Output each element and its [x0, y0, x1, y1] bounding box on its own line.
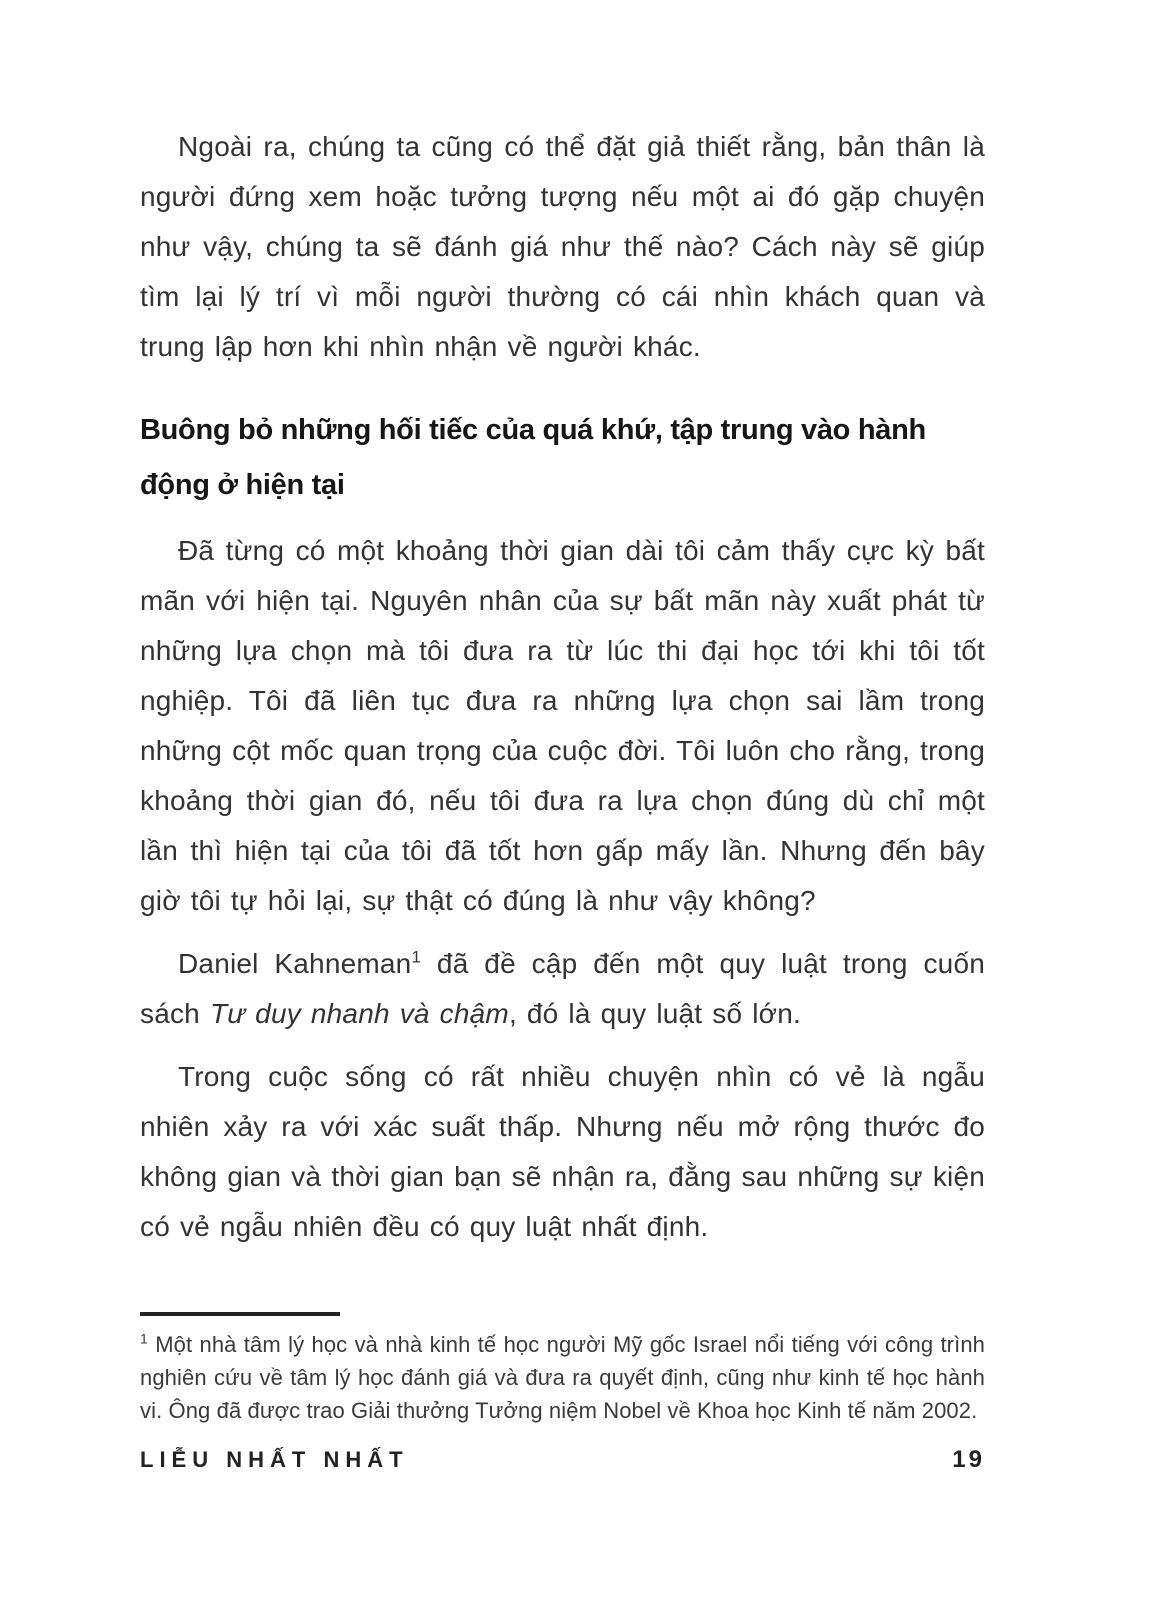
footnote-reference-marker: 1 [411, 947, 422, 967]
paragraph-perspective-advice: Ngoài ra, chúng ta cũng có thể đặt giả thiết rằng, bản thân là người đứng xem hoặc tưởng tượng nếu một ai đó gặp chuyện như vậy, chúng ta sẽ đánh giá như thế nào? Cách này sẽ giúp tìm lại lý trí vì mỗi người thường có cái nhìn khách quan và trung lập hơn khi nhìn nhận về người khác. [140, 131, 985, 362]
footnote-marker: 1 [140, 1330, 148, 1347]
footnote [140, 1328, 985, 1427]
referenced-book-title: Tư duy nhanh và chậm [209, 998, 509, 1029]
page-number: 19 [952, 1446, 985, 1473]
section-heading: Buông bỏ những hối tiếc của quá khứ, tập trung vào hành động ở hiện tại [140, 414, 926, 501]
footnote-divider-rule [140, 1312, 340, 1316]
kahneman-name: Daniel Kahneman [178, 948, 412, 979]
paragraph-randomness: Trong cuộc sống có rất nhiều chuyện nhìn có vẻ là ngẫu nhiên xảy ra với xác suất thấp. Nhưng nếu mở rộng thước đo không gian và thời gian bạn sẽ nhận ra, đằng sau những sự kiện có vẻ ngẫu nhiên đều có quy luật nhất định. [140, 1061, 985, 1242]
paragraph-past-regrets: Đã từng có một khoảng thời gian dài tôi cảm thấy cực kỳ bất mãn với hiện tại. Nguyên nhân của sự bất mãn này xuất phát từ những lựa chọn mà tôi đưa ra từ lúc thi đại học tới khi tôi tốt nghiệp. Tôi đã liên tục đưa ra những lựa chọn sai lầm trong những cột mốc quan trọng của cuộc đời. Tôi luôn cho rằng, trong khoảng thời gian đó, nếu tôi đưa ra lựa chọn đúng dù chỉ một lần thì hiện tại của tôi đã tốt hơn gấp mấy lần. Nhưng đến bây giờ tôi tự hỏi lại, sự thật có đúng là như vậy không? [140, 535, 985, 916]
kahneman-sentence-middle: đã đề cập đến một quy luật trong cuốn sách [140, 948, 985, 1029]
paragraph-kahneman [140, 939, 985, 1039]
running-book-title: LIỄU NHẤT NHẤT [140, 1447, 409, 1472]
footnote-text: Một nhà tâm lý học và nhà kinh tế học người Mỹ gốc Israel nổi tiếng với công trình nghiên cứu về tâm lý học đánh giá và đưa ra quyết định, cũng như kinh tế học hành vi. Ông đã được trao Giải thưởng Tưởng niệm Nobel về Khoa học Kinh tế năm 2002. [140, 1332, 985, 1423]
page-footer [140, 1446, 985, 1474]
kahneman-sentence-end: , đó là quy luật số lớn. [508, 998, 801, 1029]
